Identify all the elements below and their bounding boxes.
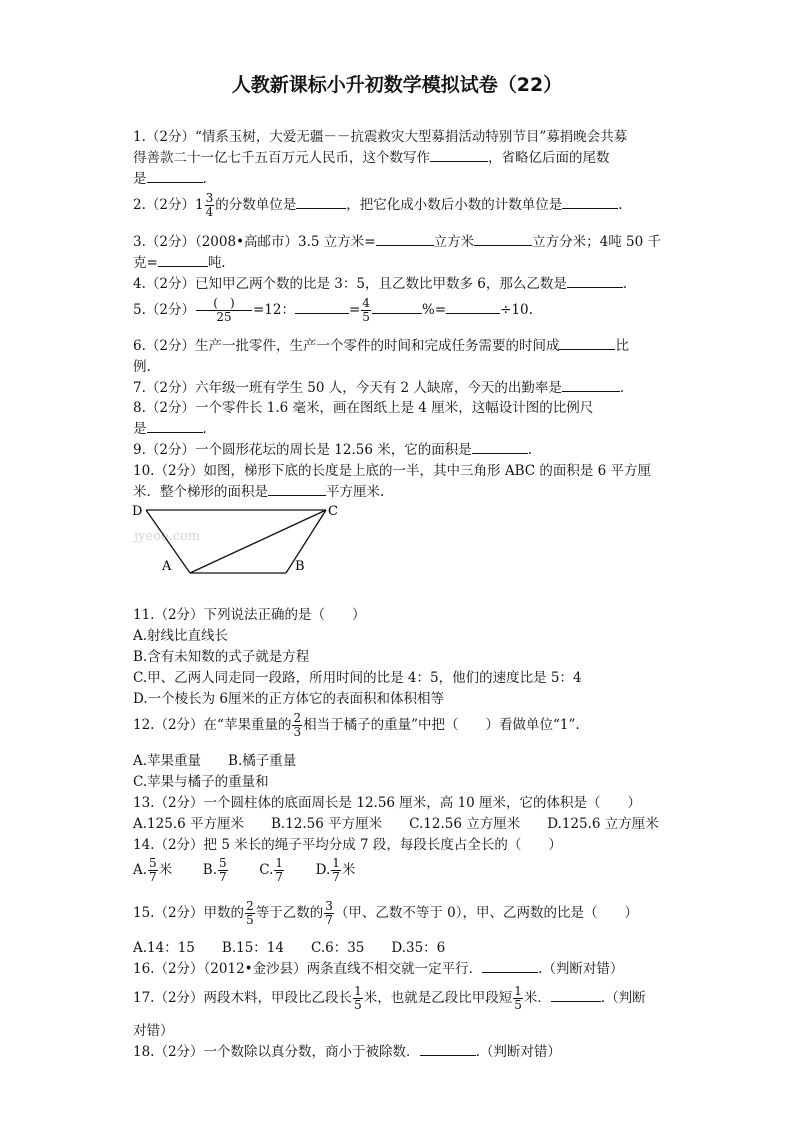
q15-num1: 2 <box>246 899 254 913</box>
q15-text3: （甲、乙数不等于 0），甲、乙两数的比是（ ） <box>334 905 638 921</box>
q14-option-a[interactable] <box>133 856 173 884</box>
q9-text: 9.（2分）一个圆形花坛的周长是 12.56 米，它的面积是 <box>133 442 472 458</box>
q1-line3 <box>133 167 207 187</box>
q8-line2 <box>133 417 207 437</box>
label-b: B <box>295 559 305 574</box>
q3-text3: 立方分米；4吨 50 千 <box>532 234 661 250</box>
q3-line2 <box>133 251 226 271</box>
q12-fraction <box>292 712 302 739</box>
q3-text4: 克= <box>133 255 158 271</box>
q5-den2: 5 <box>362 310 370 324</box>
q16-line <box>133 957 623 977</box>
q2-blank1[interactable] <box>296 196 346 209</box>
q14-b-den: 7 <box>219 870 227 884</box>
q14-d-den: 7 <box>332 870 340 884</box>
q17-line1 <box>133 985 646 1012</box>
page-title: 人教新课标小升初数学模拟试卷（22） <box>231 74 563 96</box>
q6-text2: 比 <box>615 338 629 354</box>
q14-c-num: 1 <box>275 856 284 870</box>
q10-blank[interactable] <box>268 483 326 496</box>
q2-num: 3 <box>205 191 214 205</box>
q17-text3: 米． <box>523 990 551 1006</box>
q18-end: .（判断对错） <box>475 1044 561 1060</box>
q3-blank2[interactable] <box>474 233 532 246</box>
q5-text2: = <box>348 302 361 318</box>
q17-text4: .（判断 <box>600 990 646 1006</box>
q5-line <box>133 297 533 324</box>
q15-text1: 15.（2分）甲数的 <box>133 905 245 921</box>
q5-prefix: 5.（2分） <box>133 302 195 318</box>
q15-den2: 7 <box>325 913 333 927</box>
q14-c-den: 7 <box>275 870 284 884</box>
q14-options <box>133 857 355 884</box>
q4-line <box>133 272 627 292</box>
diagram-watermark: jyeoo.com <box>134 529 201 544</box>
q6-blank[interactable] <box>559 337 615 350</box>
q5-den1: 25 <box>216 310 232 324</box>
q1-blank1[interactable] <box>430 149 488 162</box>
q2-line <box>133 192 623 219</box>
q17-fraction2 <box>513 985 523 1012</box>
q4-text: 4.（2分）已知甲乙两个数的比是 3：5，且乙数比甲数多 6，那么乙数是 <box>133 276 567 292</box>
q13-options[interactable]: A.125.6 平方厘米 B.12.56 平方厘米 C.12.56 立方厘米 D.125.6 立方厘米 <box>133 816 659 832</box>
q14-option-b[interactable] <box>202 856 229 884</box>
q14-b-num: 5 <box>219 856 227 870</box>
q11-option-a[interactable]: A.射线比直线长 <box>133 628 229 644</box>
q9-blank[interactable] <box>472 441 528 454</box>
q5-text1: =12： <box>252 302 295 318</box>
q17-line2: 对错） <box>133 1023 174 1039</box>
q1-text4: . <box>202 171 207 187</box>
q11-option-b[interactable]: B.含有未知数的式子就是方程 <box>133 649 310 665</box>
q18-line <box>133 1040 561 1060</box>
q14-a-num: 5 <box>149 856 157 870</box>
q11-option-c[interactable]: C.甲、乙两人同走同一段路，所用时间的比是 4：5，他们的速度比是 5：4 <box>133 670 582 686</box>
q13-stem: 13.（2分）一个圆柱体的底面周长是 12.56 厘米，高 10 厘米，它的体积是（ ） <box>133 795 642 811</box>
q3-text5: 吨. <box>207 255 226 271</box>
q4-end: . <box>622 276 628 292</box>
q5-fraction1 <box>196 297 252 324</box>
q12-num: 2 <box>293 711 302 725</box>
q1-line2 <box>133 146 610 166</box>
q5-fraction2 <box>361 297 371 324</box>
q16-end: .（判断对错） <box>538 961 624 977</box>
q5-text3: %= <box>421 302 447 318</box>
q2-blank2[interactable] <box>562 196 618 209</box>
q3-blank3[interactable] <box>158 254 208 267</box>
q15-num2: 3 <box>325 899 333 913</box>
q3-text2: 立方米 <box>433 234 475 250</box>
q12-option-c[interactable]: C.苹果与橘子的重量和 <box>133 774 269 790</box>
q17-num1: 1 <box>354 984 362 998</box>
q10-line2 <box>133 480 384 500</box>
q17-den2: 5 <box>514 998 522 1012</box>
q17-fraction1 <box>353 985 363 1012</box>
q11-stem: 11.（2分）下列说法正确的是（ ） <box>133 607 366 623</box>
q14-option-c[interactable] <box>259 856 285 884</box>
q14-stem: 14.（2分）把 5 米长的绳子平均分成 7 段，每段长度占全长的（ ） <box>133 837 562 853</box>
q17-den1: 5 <box>354 998 362 1012</box>
q5-blank3[interactable] <box>446 301 500 314</box>
q1-text3: 是 <box>133 171 147 187</box>
q14-a-den: 7 <box>149 870 157 884</box>
q5-num1[interactable]: ( ) <box>196 297 252 311</box>
trapezoid-diagram <box>128 500 348 580</box>
q14-c-fraction <box>274 857 284 884</box>
q7-text: 7.（2分）六年级一班有学生 50 人，今天有 2 人缺席，今天的出勤率是 <box>133 380 562 396</box>
q7-end: . <box>619 380 625 396</box>
q14-a-fraction <box>148 857 158 884</box>
q10-text: 米．整个梯形的面积是 <box>133 484 268 500</box>
q3-text1: 3.（2分）（2008•高邮市）3.5 立方米= <box>133 234 376 250</box>
q12-text2: 相当于橘子的重量”中把（ ）看做单位“1”. <box>303 717 580 733</box>
q5-num2: 4 <box>362 296 370 310</box>
q15-fraction1 <box>245 900 255 927</box>
q6-line2: 例. <box>133 359 151 375</box>
q8-end: . <box>202 421 207 437</box>
q15-options[interactable]: A.14：15 B.15：14 C.6：35 D.35：6 <box>133 940 446 956</box>
q1-text: 得善款二十一亿七千五百万元人民币，这个数写作 <box>133 150 430 166</box>
q2-fraction <box>205 192 215 219</box>
q8-blank[interactable] <box>147 420 203 433</box>
q8-text: 是 <box>133 421 147 437</box>
q5-blank1[interactable] <box>295 301 349 314</box>
q4-blank[interactable] <box>567 275 623 288</box>
q3-line1 <box>133 230 661 250</box>
q7-blank[interactable] <box>562 379 620 392</box>
q14-a-unit: 米 <box>158 862 173 878</box>
q15-stem <box>133 900 638 927</box>
q6-line1 <box>133 334 629 354</box>
q7-line <box>133 376 624 396</box>
label-d: D <box>132 504 143 519</box>
q17-text1: 17.（2分）两段木料，甲段比乙段长 <box>133 990 353 1006</box>
q14-c-label: C. <box>259 862 274 878</box>
label-a: A <box>162 559 172 574</box>
q1-line1: 1.（2分）“情系玉树，大爱无疆－－抗震救灾大型募捐活动特别节目”募捐晚会共募 <box>133 129 628 145</box>
q5-blank2[interactable] <box>372 301 422 314</box>
q2-den: 4 <box>205 205 214 219</box>
q2-whole: 1 <box>194 197 204 213</box>
q6-text1: 6.（2分）生产一批零件，生产一个零件的时间和完成任务需要的时间成 <box>133 338 560 354</box>
q17-num2: 1 <box>514 984 522 998</box>
q9-end: . <box>527 442 532 458</box>
q16-blank[interactable] <box>482 960 538 973</box>
q3-blank1[interactable] <box>376 233 434 246</box>
q12-den: 3 <box>293 725 302 739</box>
q14-d-unit: 米 <box>341 862 356 878</box>
q9-line <box>133 438 532 458</box>
q14-b-label: B. <box>202 862 217 878</box>
q14-d-label: D. <box>315 862 331 878</box>
q14-option-d[interactable] <box>315 856 356 884</box>
q12-text1: 12.（2分）在“苹果重量的 <box>133 717 292 733</box>
q12-options-ab[interactable]: A.苹果重量 B.橘子重量 <box>133 753 297 769</box>
q17-blank[interactable] <box>551 989 601 1002</box>
q14-d-num: 1 <box>332 856 340 870</box>
q12-stem <box>133 712 580 739</box>
label-c: C <box>328 504 338 519</box>
q18-blank[interactable] <box>420 1043 476 1056</box>
q2-prefix: 2.（2分） <box>133 197 195 213</box>
q10-line1: 10.（2分）如图，梯形下底的长度是上底的一半，其中三角形 ABC 的面积是 6 平方厘 <box>133 463 652 479</box>
q2-text1: 的分数单位是 <box>215 197 297 213</box>
q11-option-d[interactable]: D.一个棱长为 6厘米的正方体它的表面积和体积相等 <box>133 691 445 707</box>
q8-line1: 8.（2分）一个零件长 1.6 毫米，画在图纸上是 4 厘米，这幅设计图的比例尺 <box>133 400 594 416</box>
q15-fraction2 <box>324 900 334 927</box>
q1-text2: ，省略亿后面的尾数 <box>488 150 610 166</box>
q18-text: 18.（2分）一个数除以真分数，商小于被除数． <box>133 1044 420 1060</box>
q15-text2: 等于乙数的 <box>255 905 324 921</box>
q1-blank2[interactable] <box>147 170 203 183</box>
q15-den1: 5 <box>246 913 254 927</box>
q14-d-fraction <box>331 857 341 884</box>
q10-end: 平方厘米. <box>326 484 385 500</box>
q16-text: 16.（2分）（2012•金沙县）两条直线不相交就一定平行． <box>133 961 483 977</box>
q14-a-label: A. <box>133 862 148 878</box>
q5-text4: ÷10. <box>500 302 533 318</box>
q14-b-fraction <box>218 857 228 884</box>
q2-text2: ，把它化成小数后小数的计数单位是 <box>346 197 563 213</box>
q2-text3: . <box>618 197 623 213</box>
q17-text2: 米，也就是乙段比甲段短 <box>363 990 513 1006</box>
